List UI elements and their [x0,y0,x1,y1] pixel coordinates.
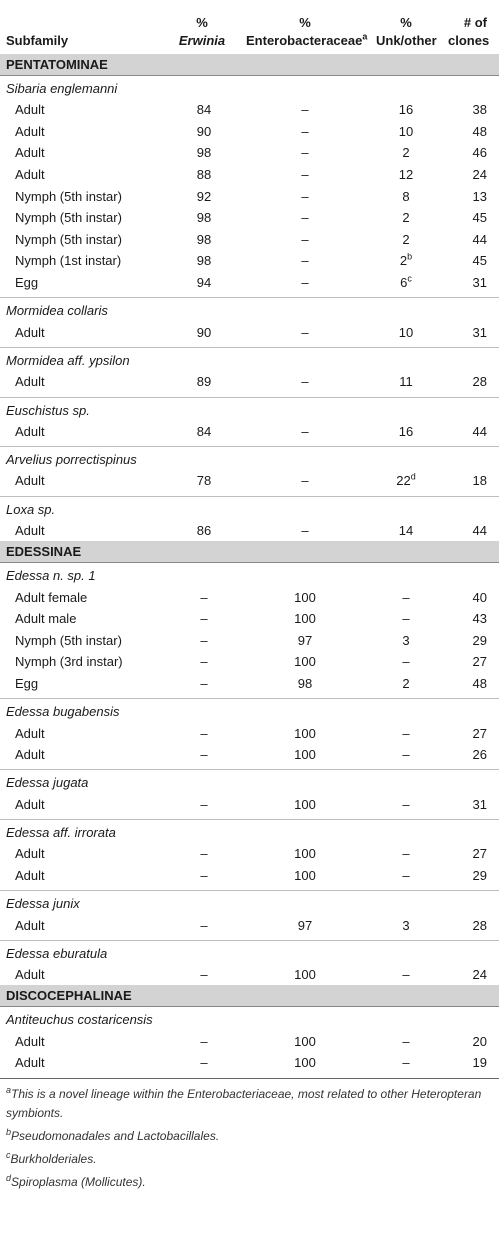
species-name: Edessa eburatula [6,945,108,961]
unk-other-cell [370,142,442,164]
stage-cell: Adult [0,1052,164,1078]
species-name: Mormidea collaris [6,303,108,319]
erwinia-cell: 98 [196,210,212,226]
erwinia-cell: 98 [196,145,212,161]
clones-cell: 28 [442,371,499,397]
clones-cell: 24 [472,167,487,183]
unk-value: 8 [402,188,410,204]
species-name: Loxa sp. [6,501,56,517]
erwinia-cell: – [200,1033,208,1049]
subfamily-label: PENTATOMINAE [0,54,499,76]
stage-cell: Adult [0,793,164,819]
unk-other-cell [370,520,442,542]
enterobacteraceae-cell: 97 [240,914,370,940]
enterobacteraceae-cell: – [301,145,309,161]
unk-value: 2 [402,231,410,247]
unk-value: 16 [398,102,414,118]
unk-value: – [402,725,410,741]
enterobacteraceae-cell: 100 [294,846,316,862]
header-entero-pct: % [299,15,311,30]
footnote-text: Burkholderiales. [10,1151,97,1166]
unk-other-cell [370,914,442,940]
stage-cell: Adult [0,470,164,496]
species-row [0,347,499,371]
table-footnotes [0,1079,499,1192]
stage-cell: Nymph (5th instar) [15,210,122,226]
erwinia-cell: – [164,673,240,699]
table-row [0,250,499,272]
header-entero-sup: a [362,31,368,42]
stage-cell: Adult [15,145,45,161]
footnote [6,1150,493,1169]
enterobacteraceae-cell: 100 [240,865,370,891]
stage-cell: Adult [15,123,45,139]
enterobacteraceae-cell: – [301,102,309,118]
table-header [0,0,499,54]
unk-other-cell [370,470,442,496]
unk-value: 2 [399,253,408,269]
unk-value: – [402,967,410,983]
erwinia-cell: 94 [164,272,240,298]
header-erwinia-label: Erwinia [178,33,226,48]
table-row [0,164,499,186]
erwinia-cell: 90 [196,123,212,139]
erwinia-cell: 90 [164,321,240,347]
header-unk-other [370,0,442,54]
species-row [0,496,499,520]
footnote-mark: a [6,1084,12,1095]
table-row [0,651,499,673]
footnote [6,1127,493,1146]
stage-cell: Adult [0,914,164,940]
species-row [0,397,499,421]
table-row [0,520,499,542]
stage-cell: Nymph (1st instar) [15,253,122,269]
erwinia-cell: 98 [196,231,212,247]
stage-cell: Adult [15,725,45,741]
erwinia-cell: – [200,967,208,983]
footnote-mark: b [6,1126,12,1137]
unk-other-cell [370,121,442,143]
clones-cell: 38 [472,102,487,118]
footnote-mark: d [6,1172,12,1183]
erwinia-cell: 89 [164,371,240,397]
table-row [0,586,499,608]
enterobacteraceae-cell: – [301,167,309,183]
species-row [0,940,499,964]
table-row [0,865,499,891]
enterobacteraceae-cell: 100 [240,744,370,770]
unk-other-cell [370,673,442,699]
enterobacteraceae-cell: – [240,321,370,347]
enterobacteraceae-cell: – [240,421,370,447]
stage-cell: Adult [0,421,164,447]
footnote-marker: d [410,472,416,483]
footnote [6,1173,493,1192]
unk-other-cell [370,793,442,819]
subfamily-row [0,541,499,563]
footnote [6,1085,493,1123]
footnote-text: Pseudomonadales and Lactobacillales. [11,1128,220,1143]
species-row [0,891,499,915]
stage-cell: Adult [0,744,164,770]
header-enterobacteraceae [240,0,370,54]
erwinia-cell: – [200,632,208,648]
footnote-mark: c [6,1149,11,1160]
unk-other-cell [370,421,442,447]
stage-cell: Egg [0,272,164,298]
enterobacteraceae-cell: 97 [297,632,313,648]
clones-cell: 48 [442,673,499,699]
enterobacteraceae-cell: – [301,123,309,139]
clones-cell: 29 [472,632,487,648]
enterobacteraceae-cell: 100 [294,1033,316,1049]
clones-cell: 20 [472,1033,487,1049]
unk-other-cell [370,722,442,744]
subfamily-row [0,985,499,1007]
table-row [0,421,499,447]
table-body [0,54,499,1078]
unk-value: – [402,654,410,670]
clones-cell: 27 [472,846,487,862]
subfamily-label: DISCOCEPHALINAE [0,985,499,1007]
footnote-text: Spiroplasma (Mollicutes). [11,1174,146,1189]
species-name: Mormidea aff. ypsilon [6,352,130,368]
unk-other-cell [370,229,442,251]
unk-other-cell [370,608,442,630]
enterobacteraceae-cell: – [240,470,370,496]
unk-value: 12 [398,167,414,183]
unk-value: – [402,589,410,605]
unk-other-cell [370,250,442,272]
clones-cell: 27 [472,725,487,741]
header-entero-label: Enterobacteraceae [246,33,363,48]
enterobacteraceae-cell: – [240,371,370,397]
erwinia-cell: – [164,865,240,891]
clones-cell: 18 [442,470,499,496]
unk-other-cell [370,164,442,186]
header-clones-line2: clones [448,33,490,48]
table-row [0,185,499,207]
table-row [0,744,499,770]
header-unk-label: Unk/other [376,33,437,48]
stage-cell: Egg [0,673,164,699]
table-row [0,673,499,699]
stage-cell: Adult [15,167,45,183]
enterobacteraceae-cell: – [301,253,309,269]
unk-other-cell [370,843,442,865]
subfamily-label: EDESSINAE [0,541,499,563]
clones-cell: 27 [472,654,487,670]
unk-value: 22 [396,473,411,489]
unk-other-cell [370,371,442,397]
unk-value: 10 [398,324,414,340]
erwinia-cell: – [164,793,240,819]
species-row [0,770,499,794]
unk-value: 2 [402,210,410,226]
species-row [0,820,499,844]
unk-other-cell [370,651,442,673]
erwinia-cell: – [200,654,208,670]
unk-value: 14 [398,523,414,539]
unk-value: – [402,1033,410,1049]
clones-cell: 40 [472,589,487,605]
unk-other-cell [370,321,442,347]
header-erwinia-pct: % [196,15,208,30]
enterobacteraceae-cell: 100 [294,611,316,627]
clones-cell: 44 [442,421,499,447]
stage-cell: Adult [0,865,164,891]
species-name: Euschistus sp. [6,402,90,418]
unk-value: 16 [398,423,414,439]
enterobacteraceae-cell: – [240,272,370,298]
unk-value: – [402,846,410,862]
unk-other-cell [370,1030,442,1052]
header-clones-line1: # of [463,15,487,30]
stage-cell: Adult [0,321,164,347]
header-erwinia [164,0,240,54]
unk-value: – [402,1055,410,1071]
stage-cell: Adult male [15,611,77,627]
table-row [0,793,499,819]
clones-cell: 26 [442,744,499,770]
species-name: Edessa aff. irrorata [6,825,116,841]
unk-value: 6 [400,275,408,291]
table-row [0,608,499,630]
erwinia-cell: 98 [196,253,212,269]
table-row [0,207,499,229]
clones-cell: 46 [472,145,487,161]
unk-value: 2 [402,675,410,691]
table-row [0,142,499,164]
stage-cell: Nymph (3rd instar) [15,654,123,670]
table-row [0,1030,499,1052]
erwinia-cell: – [200,611,208,627]
header-subfamily: Subfamily [6,33,69,48]
species-row [0,76,499,100]
table-row [0,321,499,347]
header-unk-pct: % [400,15,412,30]
enterobacteraceae-cell: 100 [294,725,316,741]
unk-other-cell [370,964,442,986]
clones-cell: 28 [442,914,499,940]
unk-other-cell [370,744,442,770]
erwinia-cell: 84 [196,102,212,118]
unk-value: – [402,611,410,627]
species-row [0,699,499,723]
stage-cell: Adult [15,967,45,983]
table-row [0,964,499,986]
unk-other-cell [370,1052,442,1078]
unk-other-cell [370,99,442,121]
enterobacteraceae-cell: 100 [294,967,316,983]
enterobacteraceae-cell: 100 [294,654,316,670]
unk-value: 11 [399,374,413,390]
table-row [0,914,499,940]
species-row [0,563,499,587]
clones-cell: 43 [472,611,487,627]
species-name: Arvelius porrectispinus [6,452,137,468]
erwinia-cell: 86 [196,523,212,539]
erwinia-cell: 84 [164,421,240,447]
subfamily-row [0,54,499,76]
stage-cell: Adult [15,1033,45,1049]
stage-cell: Adult [0,371,164,397]
enterobacteraceae-cell: – [301,188,309,204]
species-name: Edessa jugata [6,775,89,791]
stage-cell: Adult [15,102,45,118]
table-row [0,630,499,652]
table-row [0,371,499,397]
species-name: Antiteuchus costaricensis [6,1012,153,1028]
enterobacteraceae-cell: 100 [240,1052,370,1078]
species-row [0,298,499,322]
clones-cell: 45 [472,210,487,226]
stage-cell: Nymph (5th instar) [15,188,122,204]
unk-value: 10 [398,123,414,139]
table-row [0,99,499,121]
unk-other-cell [370,865,442,891]
erwinia-cell: – [164,744,240,770]
stage-cell: Adult [15,523,45,539]
table-row [0,470,499,496]
enterobacteraceae-cell: – [301,523,309,539]
clones-cell: 31 [442,793,499,819]
erwinia-cell: 78 [164,470,240,496]
clones-cell: 19 [442,1052,499,1078]
table-row [0,843,499,865]
footnote-text: This is a novel lineage within the Enterobacteriaceae, most related to other Heteropteran symbionts. [6,1086,482,1120]
erwinia-cell: 92 [196,188,212,204]
unk-value: – [402,747,410,763]
clones-cell: 44 [472,231,487,247]
unk-value: 2 [402,145,410,161]
erwinia-cell: – [200,846,208,862]
species-name: Edessa bugabensis [6,704,120,720]
erwinia-cell: – [164,914,240,940]
species-row [0,447,499,471]
table-row [0,1052,499,1078]
unk-value: 3 [402,917,410,933]
clones-cell: 45 [472,253,487,269]
enterobacteraceae-cell: – [301,210,309,226]
unk-other-cell [370,185,442,207]
species-name: Edessa n. sp. 1 [6,568,96,584]
species-name: Edessa junix [6,896,80,912]
enterobacteraceae-cell: 100 [240,793,370,819]
unk-other-cell [370,272,442,298]
clones-cell: 31 [442,272,499,298]
table-row [0,272,499,298]
species-row [0,1007,499,1031]
erwinia-cell: – [200,589,208,605]
enterobacteraceae-cell: – [301,231,309,247]
clones-cell: 44 [472,523,487,539]
unk-other-cell [370,207,442,229]
clones-cell: 48 [472,123,487,139]
footnote-marker: b [407,252,413,263]
erwinia-cell: 88 [196,167,212,183]
species-name: Sibaria englemanni [6,81,118,96]
clones-cell: 24 [472,967,487,983]
header-clones [442,0,499,54]
erwinia-cell: – [200,725,208,741]
enterobacteraceae-cell: 100 [294,589,316,605]
footnote-marker: c [407,273,412,284]
enterobacteraceae-cell: 98 [240,673,370,699]
unk-other-cell [370,586,442,608]
stage-cell: Adult female [15,589,88,605]
stage-cell: Adult [15,846,45,862]
erwinia-cell: – [164,1052,240,1078]
stage-cell: Nymph (5th instar) [15,231,122,247]
unk-value: – [402,867,410,883]
unk-value: 3 [402,632,410,648]
clones-cell: 29 [442,865,499,891]
unk-value: – [402,796,410,812]
stage-cell: Nymph (5th instar) [15,632,122,648]
unk-other-cell [370,630,442,652]
table-row [0,121,499,143]
table-row [0,229,499,251]
table-row [0,722,499,744]
clones-cell: 13 [472,188,487,204]
clones-cell: 31 [442,321,499,347]
